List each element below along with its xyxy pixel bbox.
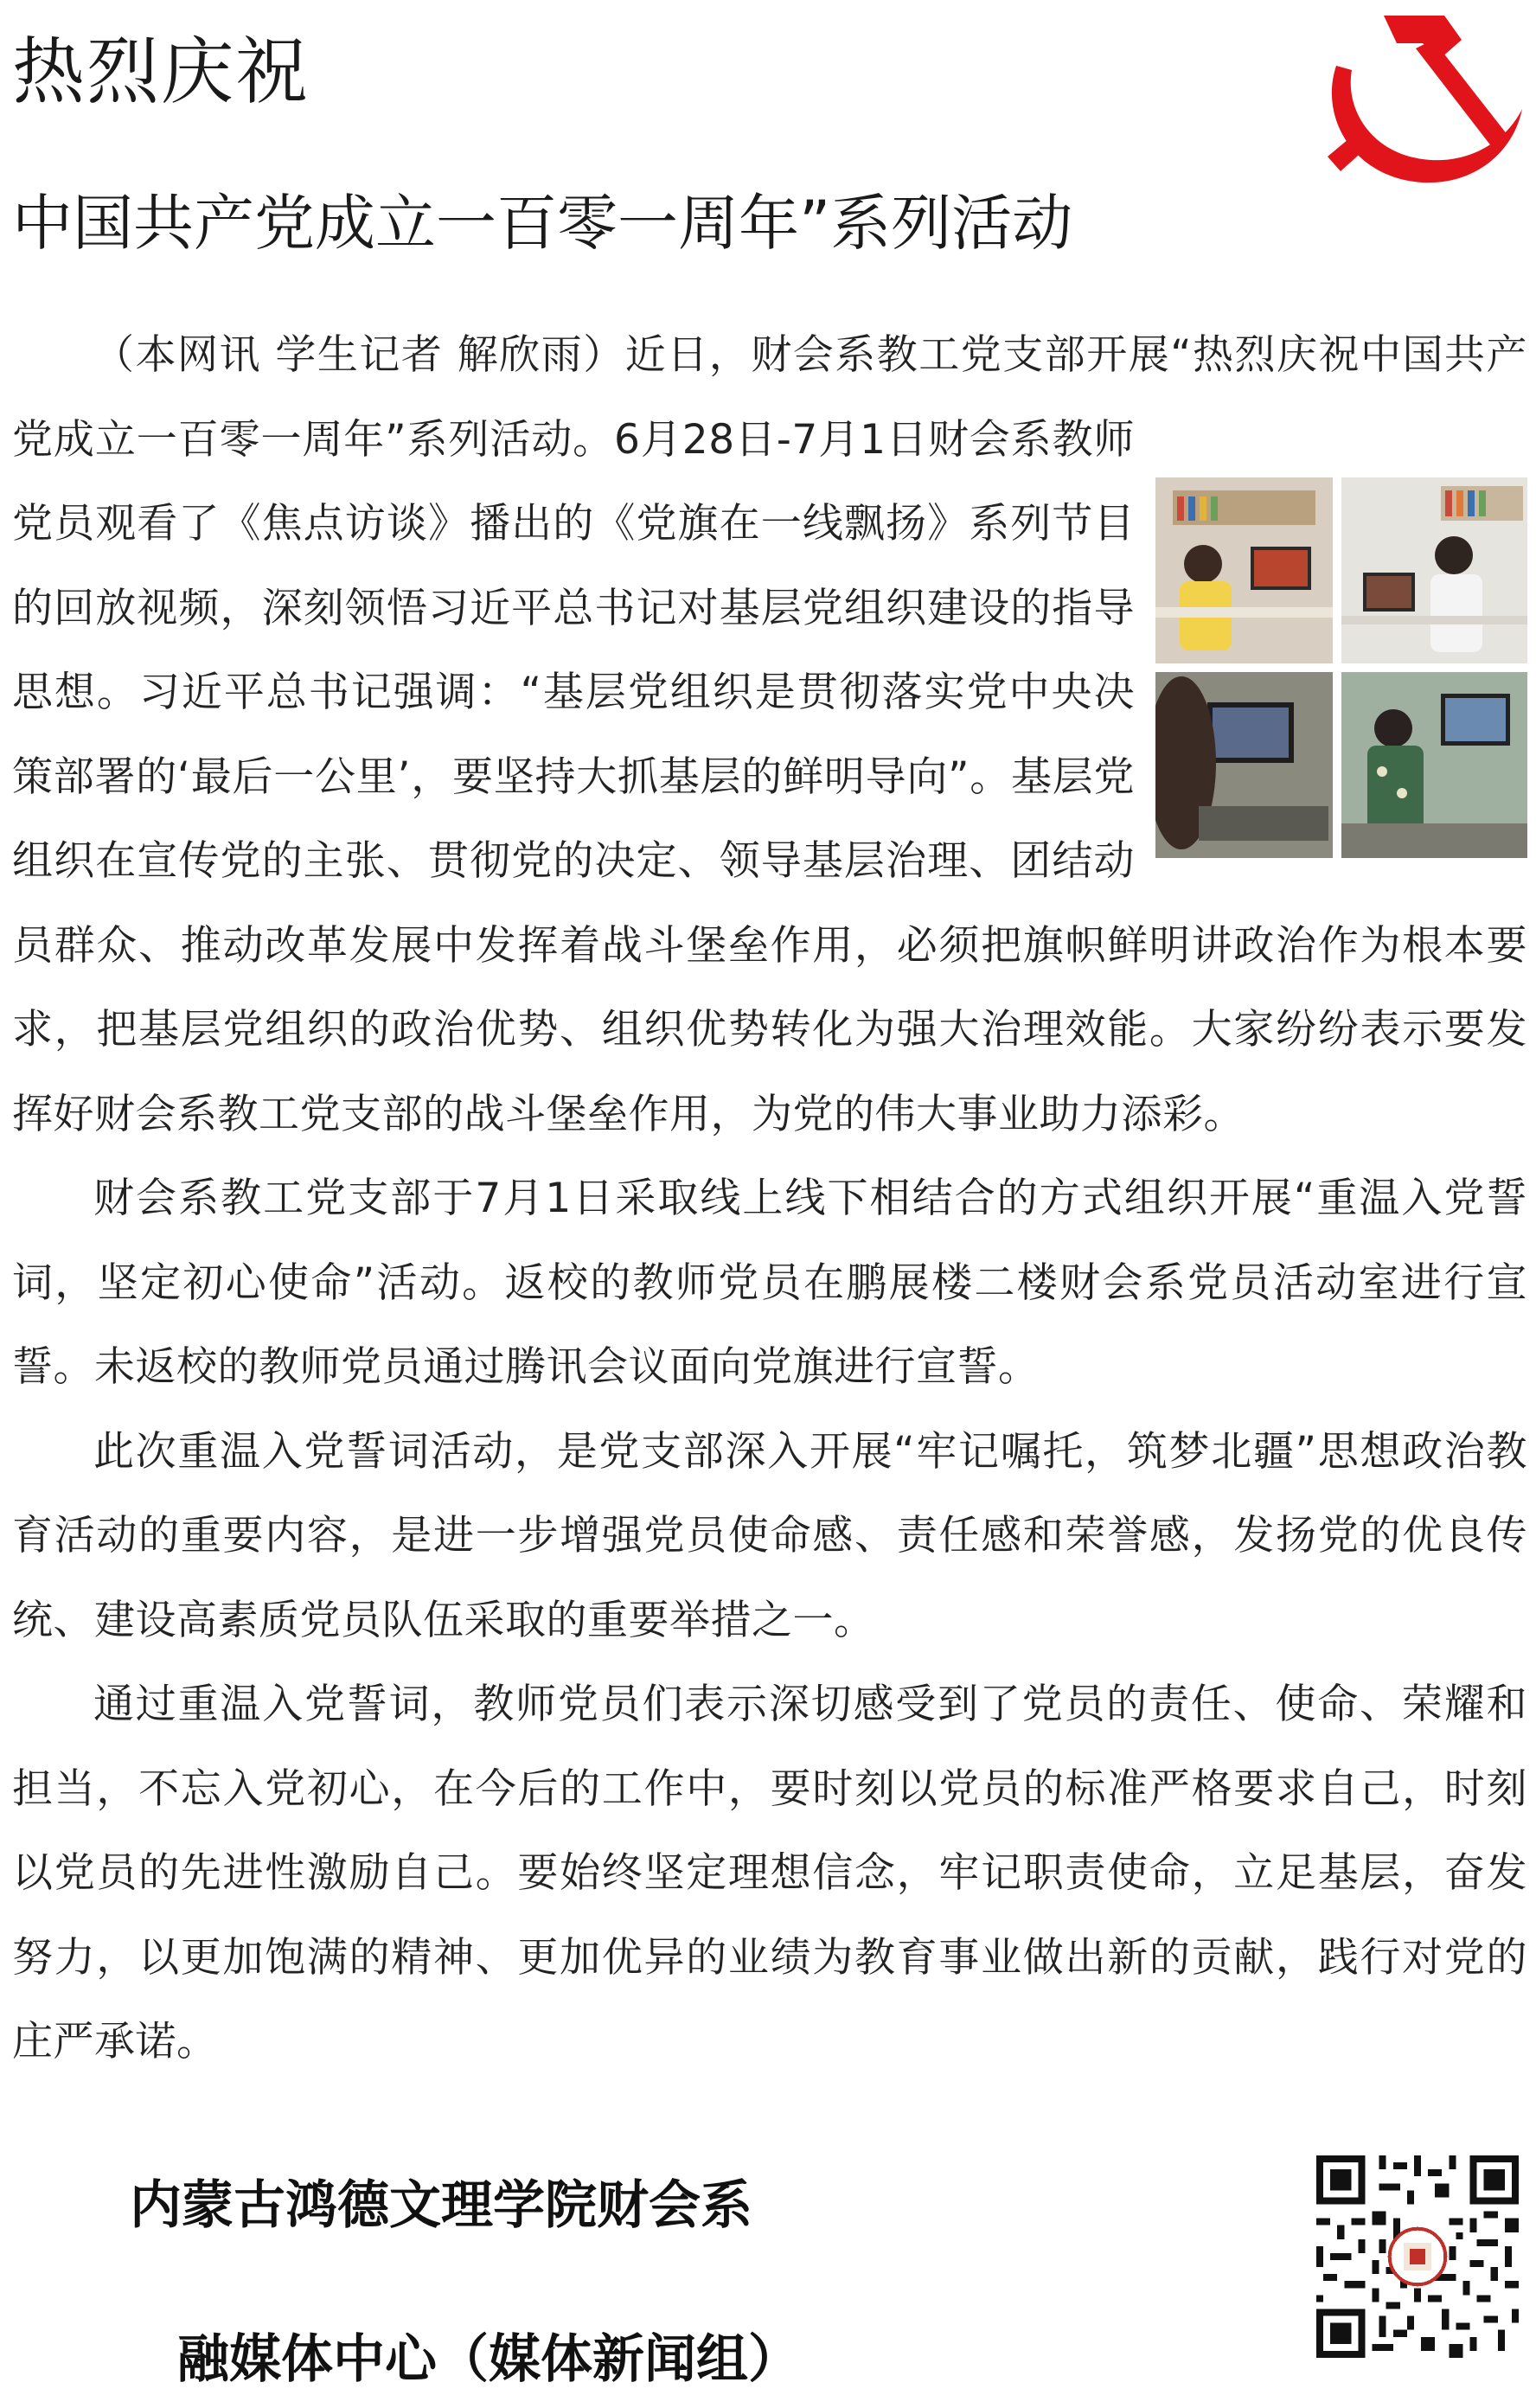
headline-main: 中国共产党成立一百零一周年”系列活动 <box>12 188 1073 259</box>
footer-org-name: 内蒙古鸿德文理学院财会系 <box>130 2175 752 2236</box>
paragraph-text: 通过重温入党誓词，教师党员们表示深切感受到了党员的责任、使命、荣耀和担当，不忘入党初心，在今后的工作中，要时刻以党员的标准严格要求自己，时刻以党员的先进性激励自己。要始终坚定理想信念，牢记职责使命，立足基层，奋发努力，以更加饱满的精神、更加优异的业绩为教育事业做出新的贡献，践行对党的庄严承诺。 <box>12 1681 1527 2065</box>
photo-collage <box>1155 477 1527 858</box>
article-paragraph <box>12 1410 1527 1663</box>
party-emblem-icon <box>1302 5 1528 197</box>
paragraph-text: 此次重温入党誓词活动，是党支部深入开展“牢记嘱托，筑梦北疆”思想政治教育活动的重要内容，是进一步增强党员使命感、责任感和荣誉感，发扬党的优良传统、建设高素质党员队伍采取的重要举措之一。 <box>12 1427 1527 1644</box>
article-paragraph <box>12 1156 1527 1410</box>
article-paragraph <box>12 313 1527 1156</box>
headline-top: 热烈庆祝 <box>12 29 310 114</box>
paragraph-text: 财会系教工党支部于7月1日采取线上线下相结合的方式组织开展“重温入党誓词，坚定初心使命”活动。返校的教师党员在鹏展楼二楼财会系党员活动室进行宣誓。未返校的教师党员通过腾讯会议面向党旗进行宣誓。 <box>12 1175 1527 1391</box>
article-body <box>12 313 1527 2085</box>
paragraph-text: （本网讯 学生记者 解欣雨）近日，财会系教工党支部开展“热烈庆祝中国共产党成立一百零一周年”系列活动。6月28日-7月1日财会系教师党员观看了《焦点访谈》播出的《党旗在一线飘扬》系列节目的回放视频，深刻领悟习近平总书记对基层党组织建设的指导思想。习近平总书记强调：“基层党组织是贯彻落实党中央决策部署的‘最后一公里’，要坚持大抓基层的鲜明导向”。基层党组织在宣传党的主张、贯彻党的决定、领导基层治理、团结动员群众、推动改革发展中发挥着战斗堡垒作用，必须把旗帜鲜明讲政治作为根本要求，把基层党组织的政治优势、组织优势转化为强大治理效能。大家纷纷表示要发挥好财会系教工党支部的战斗堡垒作用，为党的伟大事业助力添彩。 <box>12 331 1527 1138</box>
article-paragraph <box>12 1662 1527 2085</box>
footer-media-center: 融媒体中心（媒体新闻组） <box>177 2329 800 2390</box>
qr-code-icon <box>1316 2155 1519 2358</box>
